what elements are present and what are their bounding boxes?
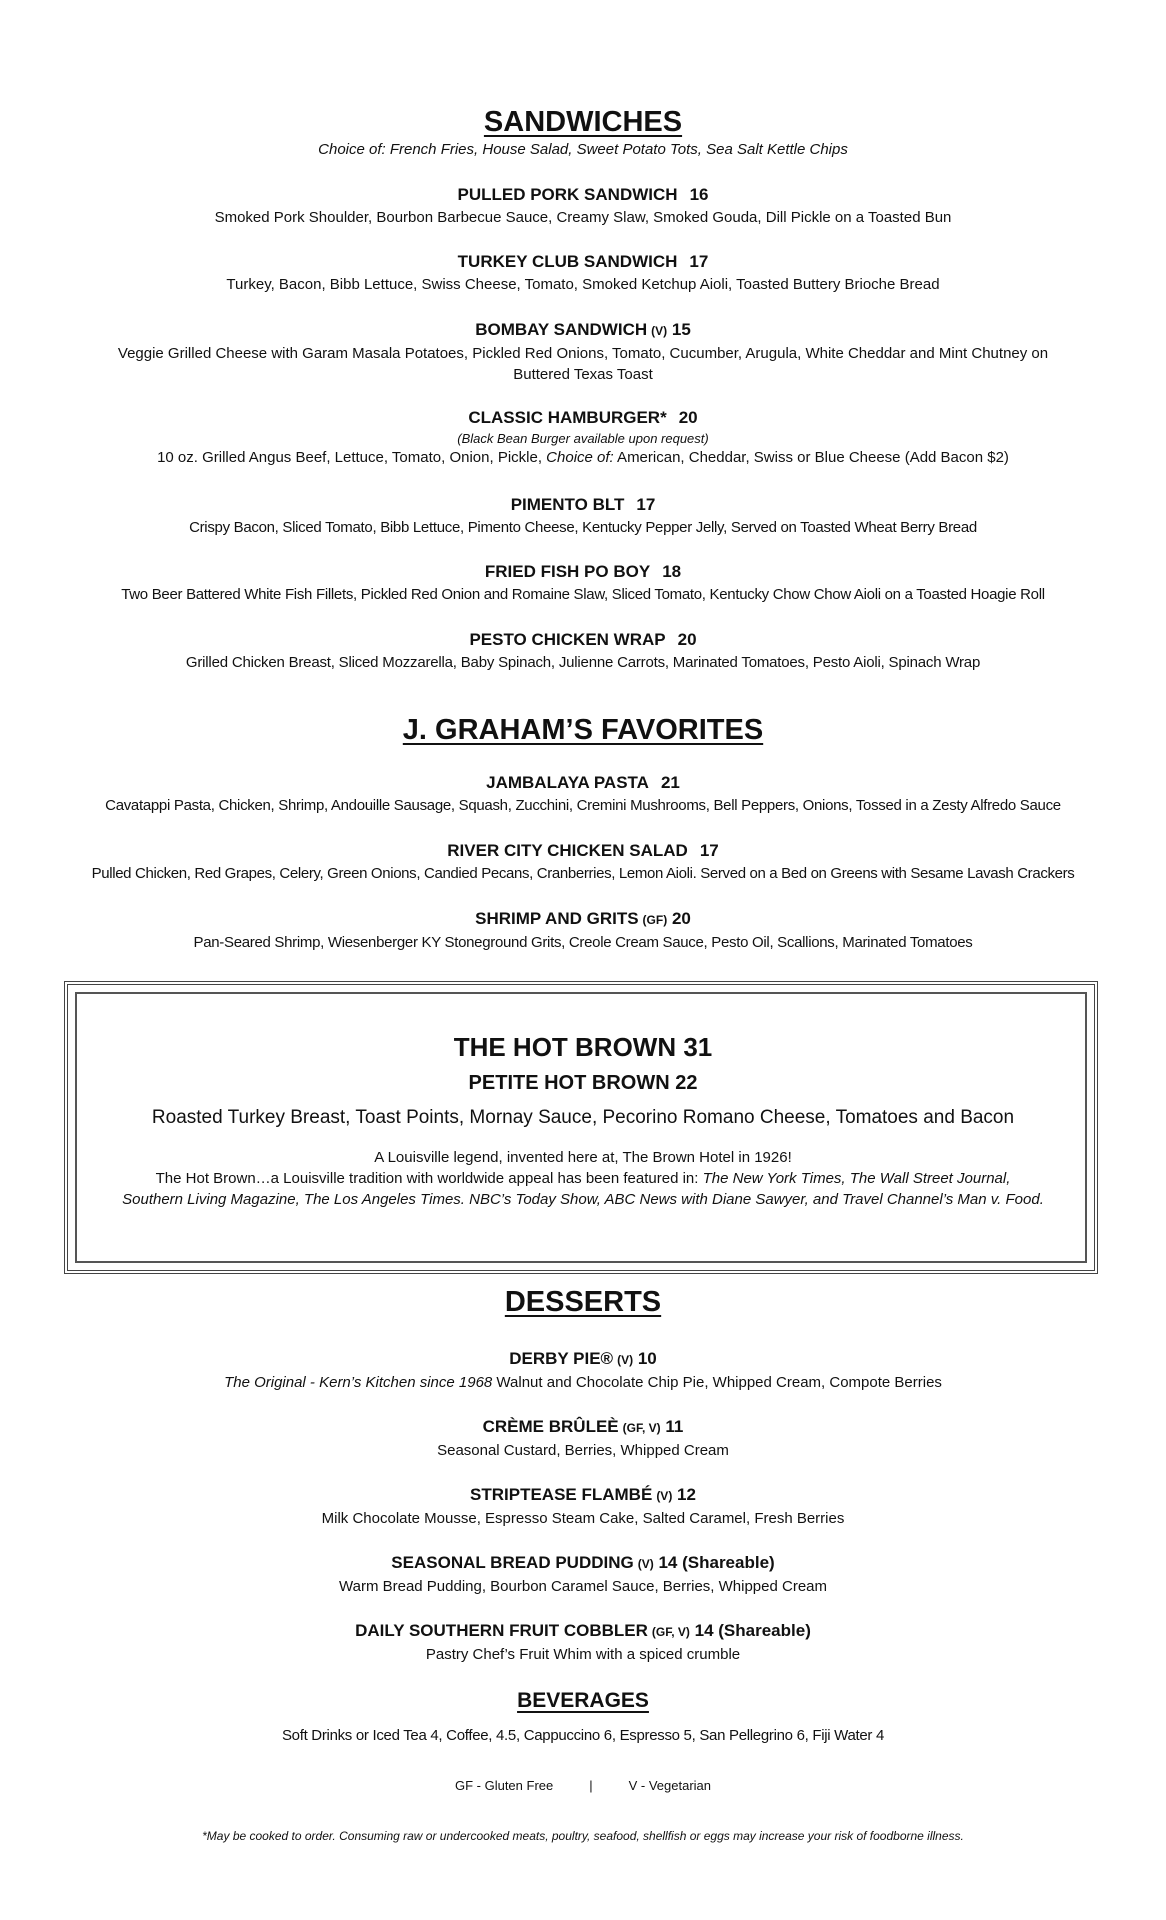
- menu-item: [0, 1483, 1166, 1529]
- item-price: 10: [637, 1349, 657, 1368]
- desserts-title: DESSERTS: [504, 1286, 662, 1318]
- favorites-section: [0, 712, 1166, 748]
- menu-item: [0, 1551, 1166, 1597]
- item-name: SEASONAL BREAD PUDDING: [391, 1553, 634, 1572]
- hot-brown-legend-line: A Louisville legend, invented here at, The Brown Hotel in 1926!: [374, 1149, 792, 1166]
- item-price: 20: [678, 408, 698, 427]
- menu-item: [0, 560, 1166, 605]
- item-price: 17: [699, 841, 719, 860]
- item-description: Pulled Chicken, Red Grapes, Celery, Green Onions, Candied Pecans, Cranberries, Lemon Aioli. Served on a Bed on Greens with Sesame Lavash Crackers: [91, 865, 1075, 882]
- item-name: SHRIMP AND GRITS: [475, 909, 639, 928]
- item-dietary-tag: (V): [656, 1489, 673, 1503]
- beverages-title: BEVERAGES: [517, 1689, 649, 1712]
- sandwiches-title: SANDWICHES: [483, 106, 683, 138]
- beverages-list: Soft Drinks or Iced Tea 4, Coffee, 4.5, Cappuccino 6, Espresso 5, San Pellegrino 6, Fiji Water 4: [281, 1727, 885, 1744]
- item-description: Pan-Seared Shrimp, Wiesenberger KY Stoneground Grits, Creole Cream Sauce, Pesto Oil, Scallions, Marinated Tomatoes: [193, 934, 973, 951]
- item-description: Cavatappi Pasta, Chicken, Shrimp, Andouille Sausage, Squash, Zucchini, Cremini Mushrooms, Bell Peppers, Onions, Tossed in a Zesty Alfredo Sauce: [105, 797, 1061, 814]
- item-name: CLASSIC HAMBURGER*: [468, 408, 667, 427]
- item-name: FRIED FISH PO BOY: [484, 562, 651, 581]
- item-name: DERBY PIE®: [509, 1349, 614, 1368]
- item-price: 21: [660, 773, 680, 792]
- item-dietary-tag: (V): [617, 1353, 634, 1367]
- sandwiches-sides-note: Choice of: French Fries, House Salad, Sweet Potato Tots, Sea Salt Kettle Chips: [318, 141, 848, 158]
- menu-item: [0, 907, 1166, 953]
- item-price: 14 (Shareable): [694, 1621, 811, 1640]
- item-name: PIMENTO BLT: [510, 495, 625, 514]
- hot-brown-feature: [0, 1031, 1166, 1210]
- item-price: 14 (Shareable): [658, 1553, 775, 1572]
- item-price: 11: [665, 1417, 684, 1436]
- item-name: PESTO CHICKEN WRAP: [469, 630, 666, 649]
- beverages-section: [0, 1687, 1166, 1746]
- hot-brown-feature-line: The Hot Brown…a Louisville tradition with worldwide appeal has been featured in: The New York Times, The Wall Street Journal,: [155, 1170, 1011, 1187]
- menu-item: [0, 1415, 1166, 1461]
- item-dietary-tag: (GF, V): [622, 1421, 661, 1435]
- dietary-legend: [0, 1777, 1166, 1795]
- item-name: CRÈME BRÛLEÈ: [482, 1417, 619, 1436]
- item-name: DAILY SOUTHERN FRUIT COBBLER: [355, 1621, 648, 1640]
- menu-item: [0, 839, 1166, 884]
- item-description: Milk Chocolate Mousse, Espresso Steam Cake, Salted Caramel, Fresh Berries: [321, 1510, 845, 1527]
- hot-brown-title: THE HOT BROWN 31: [453, 1032, 713, 1062]
- item-price: 17: [689, 252, 709, 271]
- favorites-title: J. GRAHAM’S FAVORITES: [402, 714, 764, 746]
- item-description: Grilled Chicken Breast, Sliced Mozzarella, Baby Spinach, Julienne Carrots, Marinated Tomatoes, Pesto Aioli, Spinach Wrap: [185, 654, 981, 671]
- item-name: STRIPTEASE FLAMBÉ: [470, 1485, 653, 1504]
- hot-brown-description: Roasted Turkey Breast, Toast Points, Mornay Sauce, Pecorino Romano Cheese, Tomatoes and Bacon: [151, 1107, 1015, 1128]
- item-price: 20: [677, 630, 697, 649]
- item-dietary-tag: (GF): [642, 913, 668, 927]
- item-description: Crispy Bacon, Sliced Tomato, Bibb Lettuce, Pimento Cheese, Kentucky Pepper Jelly, Served on Toasted Wheat Berry Bread: [189, 519, 977, 536]
- item-name: JAMBALAYA PASTA: [486, 773, 649, 792]
- menu-item: [0, 628, 1166, 673]
- item-name: BOMBAY SANDWICH: [475, 320, 648, 339]
- item-description: 10 oz. Grilled Angus Beef, Lettuce, Tomato, Onion, Pickle, Choice of: American, Cheddar, Swiss or Blue Cheese (Add Bacon $2): [157, 449, 1009, 466]
- item-price: 20: [671, 909, 691, 928]
- item-description: Smoked Pork Shoulder, Bourbon Barbecue Sauce, Creamy Slaw, Smoked Gouda, Dill Pickle on a Toasted Bun: [214, 209, 952, 226]
- food-safety-disclaimer-block: [0, 1828, 1166, 1844]
- menu-item: [0, 1347, 1166, 1393]
- item-dietary-tag: (GF, V): [651, 1625, 690, 1639]
- petite-hot-brown-title: PETITE HOT BROWN 22: [468, 1072, 698, 1094]
- item-name: TURKEY CLUB SANDWICH: [457, 252, 678, 271]
- item-description: Two Beer Battered White Fish Fillets, Pickled Red Onion and Romaine Slaw, Sliced Tomato, Kentucky Chow Chow Aioli on a Toasted Hoagie Roll: [121, 586, 1045, 603]
- food-safety-disclaimer: *May be cooked to order. Consuming raw or undercooked meats, poultry, seafood, shellfish or eggs may increase your risk of foodborne illness.: [202, 1829, 964, 1843]
- desserts-section: [0, 1284, 1166, 1320]
- item-description: Warm Bread Pudding, Bourbon Caramel Sauce, Berries, Whipped Cream: [339, 1578, 827, 1595]
- item-price: 15: [671, 320, 691, 339]
- menu-item: [0, 1619, 1166, 1665]
- sandwiches-section: [0, 104, 1166, 160]
- menu-item: [0, 771, 1166, 816]
- item-dietary-tag: (V): [651, 324, 668, 338]
- item-price: 12: [677, 1485, 696, 1504]
- menu-item: [0, 250, 1166, 295]
- item-price: 17: [636, 495, 656, 514]
- legend-gluten-free: GF - Gluten Free: [454, 1778, 554, 1793]
- item-name: RIVER CITY CHICKEN SALAD: [447, 841, 688, 860]
- menu-item: [0, 493, 1166, 538]
- legend-separator: |: [589, 1778, 593, 1793]
- legend-vegetarian: V - Vegetarian: [628, 1778, 712, 1793]
- menu-item: [0, 183, 1166, 228]
- item-price: 16: [689, 185, 709, 204]
- menu-item: [0, 406, 1166, 468]
- item-name: PULLED PORK SANDWICH: [457, 185, 678, 204]
- item-description: Pastry Chef’s Fruit Whim with a spiced crumble: [425, 1646, 741, 1663]
- item-description: Veggie Grilled Cheese with Garam Masala Potatoes, Pickled Red Onions, Tomato, Cucumber, Arugula, White Cheddar and Mint Chutney on Buttered Texas Toast: [117, 345, 1049, 383]
- item-description: Seasonal Custard, Berries, Whipped Cream: [437, 1442, 729, 1459]
- menu-item: [0, 318, 1166, 385]
- item-note: (Black Bean Burger available upon request): [457, 431, 709, 446]
- hot-brown-feature-list: Southern Living Magazine, The Los Angeles Times. NBC’s Today Show, ABC News with Diane Sawyer, and Travel Channel’s Man v. Food.: [122, 1191, 1044, 1208]
- item-price: 18: [662, 562, 682, 581]
- item-description: The Original - Kern’s Kitchen since 1968 Walnut and Chocolate Chip Pie, Whipped Cream, Compote Berries: [224, 1374, 942, 1391]
- item-description: Turkey, Bacon, Bibb Lettuce, Swiss Cheese, Tomato, Smoked Ketchup Aioli, Toasted Buttery Brioche Bread: [226, 276, 940, 293]
- item-dietary-tag: (V): [637, 1557, 654, 1571]
